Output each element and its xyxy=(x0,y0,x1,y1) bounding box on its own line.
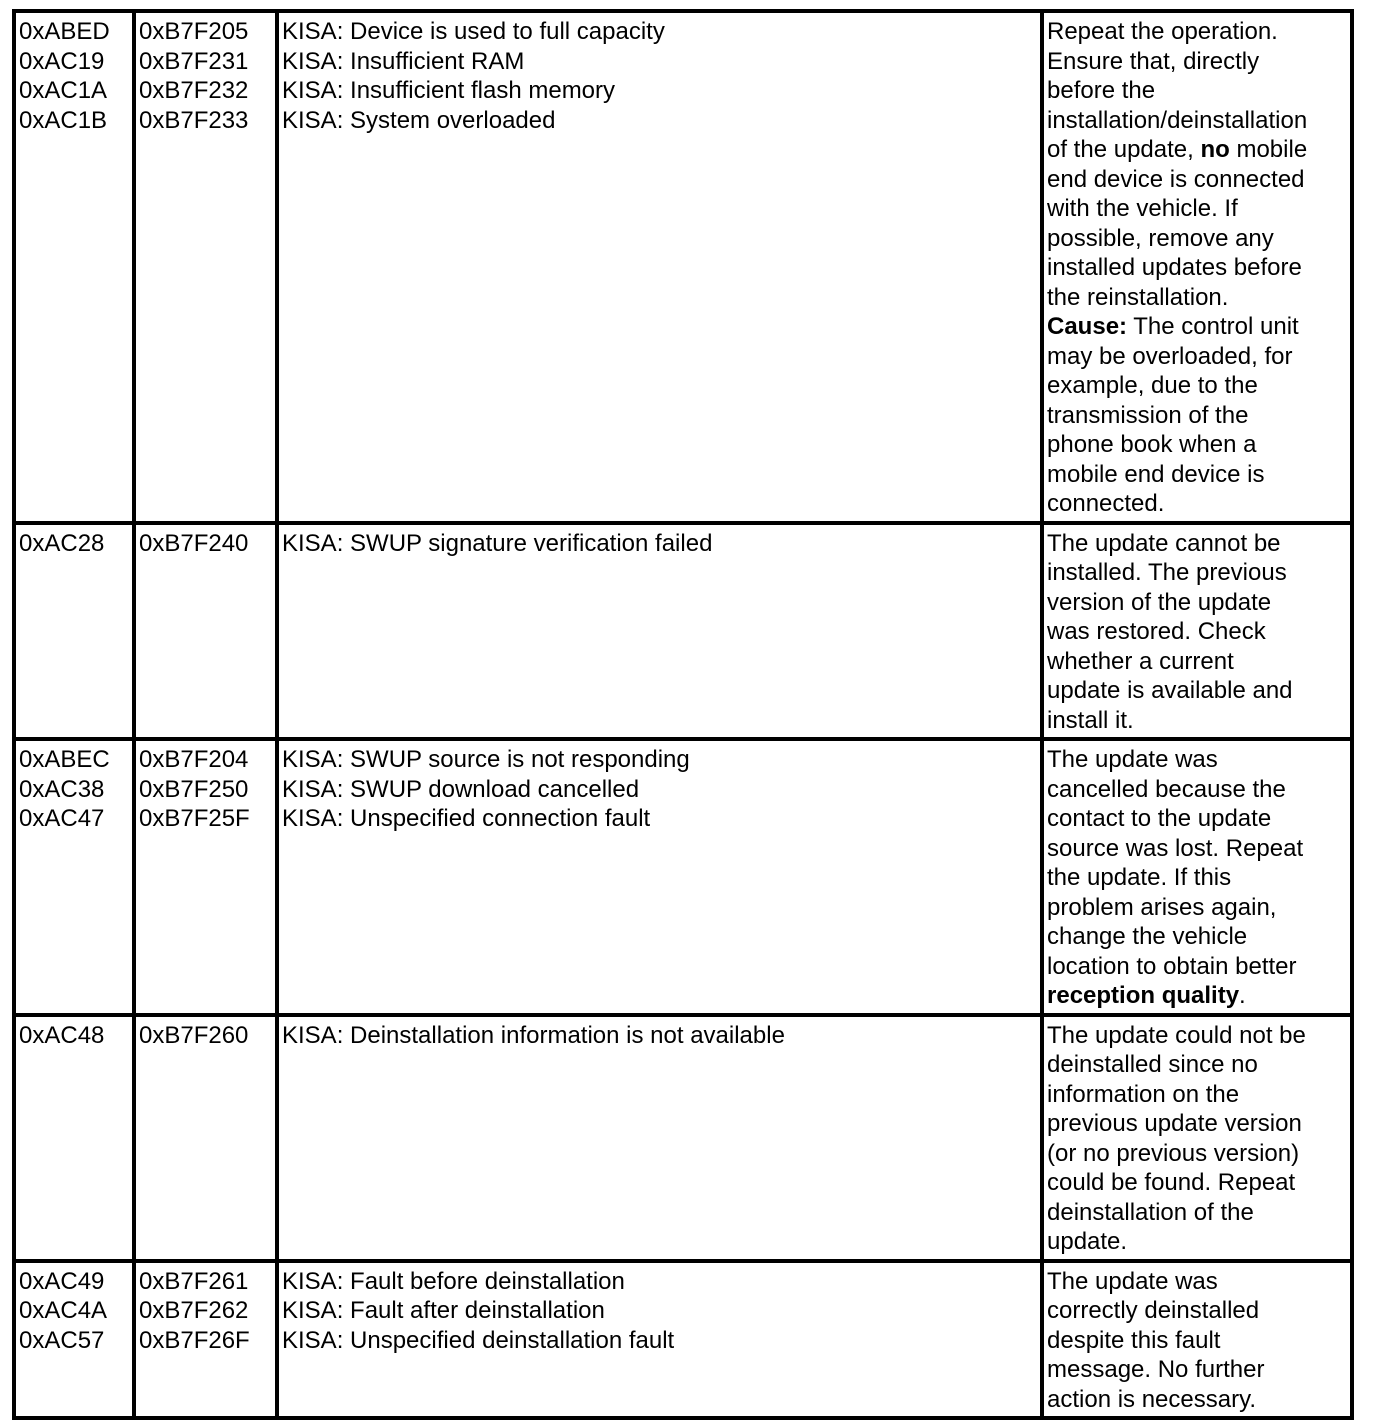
remedy-line xyxy=(1047,253,1348,283)
fault-table-body xyxy=(14,11,1352,1418)
remedy-line xyxy=(1047,1168,1348,1198)
remedy-line xyxy=(1047,47,1348,77)
remedy-line xyxy=(1047,893,1348,923)
remedy-text: (or no previous version) xyxy=(1047,1139,1300,1167)
remedy-line xyxy=(1047,952,1348,982)
remedy-text: information on the xyxy=(1047,1080,1240,1108)
remedy-text: deinstalled since no xyxy=(1047,1051,1258,1078)
remedy-text: installation/deinstallation xyxy=(1047,106,1308,134)
remedy-line xyxy=(1047,76,1348,106)
remedy-text: source was lost. Repeat xyxy=(1047,834,1304,862)
remedy-cell xyxy=(1042,739,1352,1015)
remedy-text: action is necessary. xyxy=(1047,1385,1256,1413)
remedy-text: deinstallation of the xyxy=(1047,1198,1254,1226)
dtc-code: 0xB7F231 xyxy=(139,47,249,75)
event-code: 0xAC19 xyxy=(19,47,105,75)
remedy-line xyxy=(1047,342,1348,372)
event-code-cell xyxy=(14,1261,134,1419)
remedy-line xyxy=(1047,775,1348,805)
remedy-line xyxy=(1047,106,1348,136)
remedy-line xyxy=(1047,401,1348,431)
remedy-line xyxy=(1047,922,1348,952)
event-code: 0xAC38 xyxy=(19,775,105,803)
remedy-line xyxy=(1047,371,1348,401)
remedy-text: . xyxy=(1239,982,1246,1009)
fault-description-cell xyxy=(277,1261,1042,1419)
remedy-line xyxy=(1047,1139,1348,1169)
event-code-cell xyxy=(14,11,134,523)
remedy-line xyxy=(1047,1326,1348,1356)
remedy-line xyxy=(1047,1021,1348,1051)
fault-description: KISA: Unspecified connection fault xyxy=(282,805,651,832)
remedy-line xyxy=(1047,1050,1348,1080)
remedy-text: previous update version xyxy=(1047,1110,1302,1137)
remedy-text: problem arises again, xyxy=(1047,893,1277,921)
fault-description: KISA: Fault before deinstallation xyxy=(282,1267,625,1295)
remedy-line xyxy=(1047,1227,1348,1257)
remedy-text: mobile end device is xyxy=(1047,460,1265,488)
remedy-text: contact to the update xyxy=(1047,805,1272,832)
event-code-cell xyxy=(14,523,134,740)
remedy-line xyxy=(1047,804,1348,834)
remedy-text: message. No further xyxy=(1047,1356,1265,1383)
remedy-text: installed updates before xyxy=(1047,254,1302,281)
event-code-cell xyxy=(14,1015,134,1261)
fault-description-cell xyxy=(277,1015,1042,1261)
remedy-text: phone book when a xyxy=(1047,431,1257,458)
remedy-line xyxy=(1047,312,1348,342)
fault-description-cell xyxy=(277,523,1042,740)
remedy-line xyxy=(1047,863,1348,893)
remedy-text: the reinstallation. xyxy=(1047,283,1229,311)
remedy-text: before the xyxy=(1047,77,1156,104)
dtc-code: 0xB7F232 xyxy=(139,77,249,104)
remedy-line xyxy=(1047,1080,1348,1110)
remedy-line xyxy=(1047,529,1348,559)
event-code: 0xAC4A xyxy=(19,1297,108,1324)
event-code: 0xAC1A xyxy=(19,77,108,104)
event-code: 0xAC57 xyxy=(19,1326,105,1354)
fault-description: KISA: SWUP source is not responding xyxy=(282,746,690,773)
fault-description: KISA: Fault after deinstallation xyxy=(282,1297,605,1324)
remedy-line xyxy=(1047,224,1348,254)
remedy-text: the update. If this xyxy=(1047,864,1232,891)
fault-description-cell xyxy=(277,11,1042,523)
remedy-text: update is available and xyxy=(1047,677,1293,704)
table-row xyxy=(14,1015,1352,1261)
remedy-text: change the vehicle xyxy=(1047,923,1248,950)
remedy-line xyxy=(1047,588,1348,618)
remedy-text: The update was xyxy=(1047,1267,1218,1295)
remedy-text: The update was xyxy=(1047,746,1218,773)
dtc-code: 0xB7F233 xyxy=(139,106,249,134)
event-code: 0xABED xyxy=(19,18,110,45)
remedy-emphasis: no xyxy=(1200,136,1230,163)
remedy-text: example, due to the xyxy=(1047,372,1258,399)
fault-description: KISA: Insufficient flash memory xyxy=(282,77,616,104)
remedy-text: The update cannot be xyxy=(1047,529,1281,557)
remedy-line xyxy=(1047,1198,1348,1228)
remedy-line xyxy=(1047,676,1348,706)
remedy-text: connected. xyxy=(1047,490,1165,517)
dtc-code-cell xyxy=(134,523,277,740)
dtc-code: 0xB7F250 xyxy=(139,775,249,803)
remedy-emphasis: reception quality xyxy=(1047,982,1240,1009)
remedy-cell xyxy=(1042,523,1352,740)
remedy-text: The update could not be xyxy=(1047,1021,1306,1049)
remedy-text: despite this fault xyxy=(1047,1326,1221,1354)
fault-description: KISA: SWUP download cancelled xyxy=(282,775,640,803)
event-code: 0xAC48 xyxy=(19,1021,105,1049)
remedy-text: transmission of the xyxy=(1047,401,1249,429)
remedy-text: mobile xyxy=(1229,136,1308,163)
fault-description: KISA: System overloaded xyxy=(282,106,556,134)
remedy-line xyxy=(1047,460,1348,490)
remedy-text: install it. xyxy=(1047,706,1134,734)
event-code: 0xAC1B xyxy=(19,106,108,134)
remedy-text: Repeat the operation. xyxy=(1047,18,1278,45)
remedy-text: possible, remove any xyxy=(1047,224,1274,252)
dtc-code: 0xB7F262 xyxy=(139,1297,249,1324)
remedy-text: version of the update xyxy=(1047,588,1272,616)
remedy-line xyxy=(1047,1355,1348,1385)
event-code: 0xAC49 xyxy=(19,1267,105,1295)
remedy-text: end device is connected xyxy=(1047,165,1305,193)
remedy-line xyxy=(1047,706,1348,736)
dtc-code: 0xB7F240 xyxy=(139,529,249,557)
remedy-line xyxy=(1047,745,1348,775)
remedy-line xyxy=(1047,194,1348,224)
fault-code-table xyxy=(12,9,1354,1420)
remedy-line xyxy=(1047,1109,1348,1139)
dtc-code: 0xB7F260 xyxy=(139,1021,249,1049)
remedy-text: location to obtain better xyxy=(1047,952,1297,980)
remedy-line xyxy=(1047,981,1348,1011)
dtc-code: 0xB7F204 xyxy=(139,746,249,773)
fault-description: KISA: SWUP signature verification failed xyxy=(282,529,713,557)
dtc-code: 0xB7F26F xyxy=(139,1326,250,1354)
remedy-text: with the vehicle. If xyxy=(1047,195,1238,222)
remedy-line xyxy=(1047,489,1348,519)
remedy-line xyxy=(1047,135,1348,165)
remedy-line xyxy=(1047,558,1348,588)
remedy-text: was restored. Check xyxy=(1047,618,1266,645)
remedy-text: update. xyxy=(1047,1228,1128,1255)
remedy-line xyxy=(1047,430,1348,460)
remedy-text: Ensure that, directly xyxy=(1047,47,1260,75)
event-code: 0xABEC xyxy=(19,746,110,773)
dtc-code: 0xB7F205 xyxy=(139,18,249,45)
dtc-code-cell xyxy=(134,739,277,1015)
remedy-text: of the update, xyxy=(1047,136,1201,163)
table-row xyxy=(14,523,1352,740)
dtc-code-cell xyxy=(134,11,277,523)
remedy-line xyxy=(1047,17,1348,47)
remedy-line xyxy=(1047,647,1348,677)
remedy-line xyxy=(1047,617,1348,647)
remedy-line xyxy=(1047,165,1348,195)
remedy-line xyxy=(1047,1267,1348,1297)
remedy-text: may be overloaded, for xyxy=(1047,342,1293,370)
remedy-text: whether a current xyxy=(1047,647,1234,675)
remedy-cell xyxy=(1042,1015,1352,1261)
remedy-text: could be found. Repeat xyxy=(1047,1169,1296,1196)
dtc-code: 0xB7F25F xyxy=(139,805,250,832)
remedy-text: correctly deinstalled xyxy=(1047,1297,1260,1324)
dtc-code-cell xyxy=(134,1261,277,1419)
remedy-cell xyxy=(1042,1261,1352,1419)
remedy-emphasis: Cause: xyxy=(1047,313,1128,340)
remedy-line xyxy=(1047,1296,1348,1326)
event-code: 0xAC28 xyxy=(19,529,105,557)
fault-description: KISA: Unspecified deinstallation fault xyxy=(282,1326,675,1354)
event-code-cell xyxy=(14,739,134,1015)
remedy-text: cancelled because the xyxy=(1047,775,1286,803)
remedy-line xyxy=(1047,283,1348,313)
event-code: 0xAC47 xyxy=(19,805,105,832)
fault-description: KISA: Insufficient RAM xyxy=(282,47,525,75)
remedy-line xyxy=(1047,1385,1348,1415)
dtc-code: 0xB7F261 xyxy=(139,1267,249,1295)
remedy-line xyxy=(1047,834,1348,864)
fault-description: KISA: Device is used to full capacity xyxy=(282,18,665,45)
fault-description-cell xyxy=(277,739,1042,1015)
dtc-code-cell xyxy=(134,1015,277,1261)
fault-description: KISA: Deinstallation information is not available xyxy=(282,1021,785,1049)
table-row xyxy=(14,1261,1352,1419)
table-row xyxy=(14,11,1352,523)
remedy-text: installed. The previous xyxy=(1047,559,1287,586)
table-row xyxy=(14,739,1352,1015)
remedy-text: The control unit xyxy=(1127,313,1299,340)
remedy-cell xyxy=(1042,11,1352,523)
